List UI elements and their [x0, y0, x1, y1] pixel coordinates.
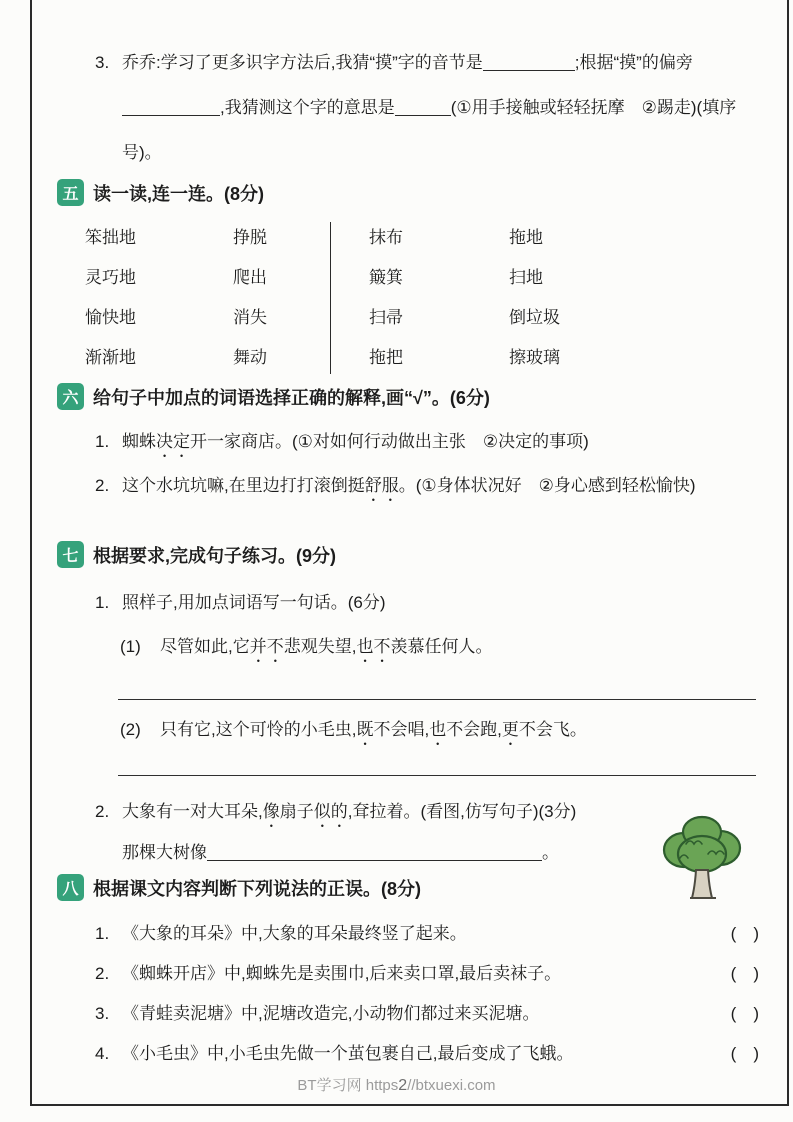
match-word: 簸箕 [369, 268, 403, 287]
match-word: 舞动 [233, 348, 267, 367]
match-word: 愉快地 [85, 308, 136, 327]
text-segment: 悲观失望, [283, 637, 357, 656]
match-column-adverbs [85, 218, 233, 378]
match-word: 倒垃圾 [509, 308, 560, 327]
section-6-item-2 [95, 468, 761, 505]
section-8-header [57, 874, 421, 901]
footer [0, 1074, 793, 1095]
section-5-badge: 五 [57, 179, 84, 206]
text-segment: 乔乔:学习了更多识字方法后,我猜“摸”字的音节是 [122, 53, 483, 72]
item-text: 《蜘蛛开店》中,蜘蛛先是卖围巾,后来卖口罩,最后卖袜子。 [122, 964, 562, 983]
fill-blank [207, 845, 542, 861]
item-number: 1. [95, 432, 110, 451]
stem-period: 。 [542, 843, 559, 862]
answer-bracket: ( ) [730, 1044, 759, 1063]
match-word: 渐渐地 [85, 348, 136, 367]
example-sentence-1 [120, 630, 760, 666]
section-8-badge: 八 [57, 874, 84, 901]
text-segment: 不会飞。 [518, 720, 587, 739]
item-number: 1. [95, 593, 110, 612]
emphasized-word: 像 [262, 802, 280, 821]
match-word: 笨拙地 [85, 228, 136, 247]
text-segment: ;根据“摸”的偏旁 [574, 53, 693, 72]
sentence-text [160, 630, 760, 666]
text-segment: 。(①身体状况好 ②身心感到轻松愉快) [398, 476, 696, 495]
item-number: 3. [95, 1004, 110, 1023]
answer-bracket: ( ) [730, 1004, 759, 1023]
item-number: 2. [95, 964, 110, 983]
footer-watermark-left: BT学习网 https [297, 1077, 399, 1094]
section-8-items [95, 919, 759, 1079]
true-false-item [95, 919, 759, 959]
true-false-item [95, 959, 759, 999]
item-text: 《大象的耳朵》中,大象的耳朵最终竖了起来。 [122, 924, 467, 943]
tree-image [656, 810, 748, 904]
text-segment: 开一家商店。(①对如何行动做出主张 ②决定的事项) [190, 432, 589, 451]
item-number: 1. [95, 924, 110, 943]
text-segment: 大象有一对大耳朵, [122, 802, 263, 821]
page-number: 2 [398, 1077, 408, 1094]
match-word: 抹布 [369, 228, 403, 247]
item-text: 《小毛虫》中,小毛虫先做一个茧包裹自己,最后变成了飞蛾。 [122, 1044, 574, 1063]
match-word: 拖地 [509, 228, 543, 247]
section-5-header [57, 179, 264, 206]
answer-line-1 [118, 699, 756, 700]
match-word: 灵巧地 [85, 268, 136, 287]
match-word: 擦玻璃 [509, 348, 560, 367]
match-word: 扫地 [509, 268, 543, 287]
text-segment: 这个水坑坑嘛,在里边打打滚倒挺 [122, 476, 365, 495]
match-word: 爬出 [233, 268, 267, 287]
text-segment: 尽管如此,它 [160, 637, 250, 656]
emphasized-word: 决定 [156, 432, 190, 451]
text-segment: (①用手接触或轻轻抚摩 ②踢走)(填序号)。 [122, 98, 737, 162]
section-7-item-1 [95, 588, 761, 618]
match-word: 扫帚 [369, 308, 403, 327]
footer-watermark-right: //btxuexi.com [407, 1077, 496, 1094]
item-number: 2. [95, 802, 110, 821]
question-text [122, 40, 761, 175]
section-7-title: 根据要求,完成句子练习。(9分) [93, 545, 336, 566]
sentence-stem [122, 838, 559, 868]
match-column-tools [369, 218, 509, 378]
text-segment: 蜘蛛 [122, 432, 156, 451]
stem-text: 那棵大树像 [122, 843, 207, 862]
text-segment: 不会跑, [446, 720, 502, 739]
emphasized-word: 并不 [249, 637, 284, 656]
item-number: 4. [95, 1044, 110, 1063]
item-text: 《青蛙卖泥塘》中,泥塘改造完,小动物们都过来买泥塘。 [122, 1004, 540, 1023]
fill-blank [122, 100, 220, 116]
section-5-title: 读一读,连一连。(8分) [93, 183, 264, 204]
sub-number: (1) [120, 637, 141, 656]
text-segment: 羡慕任何人。 [390, 637, 493, 656]
answer-line-2 [118, 775, 756, 776]
match-word: 拖把 [369, 348, 403, 367]
text-segment: ,我猜测这个字的意思是 [220, 98, 395, 117]
question-3 [95, 40, 761, 175]
section-7-badge: 七 [57, 541, 84, 568]
item-number: 2. [95, 476, 110, 495]
example-sentence-2 [120, 713, 760, 749]
answer-bracket: ( ) [730, 964, 759, 983]
item-text [122, 468, 761, 505]
true-false-item [95, 1039, 759, 1079]
item-text: 照样子,用加点词语写一句话。(6分) [122, 593, 386, 612]
section-6-header [57, 383, 490, 410]
fill-blank [395, 100, 451, 116]
matching-exercise [85, 218, 659, 378]
fill-blank [483, 55, 575, 71]
item-text [122, 797, 735, 831]
match-column-verbs [233, 218, 330, 378]
true-false-item [95, 999, 759, 1039]
column-divider [330, 222, 331, 374]
section-6-item-1 [95, 427, 761, 461]
match-column-actions [509, 218, 659, 378]
match-word: 消失 [233, 308, 267, 327]
answer-bracket: ( ) [730, 924, 759, 943]
sentence-text [160, 713, 760, 749]
sub-number: (2) [120, 720, 141, 739]
emphasized-word: 也不 [356, 637, 391, 656]
match-word: 挣脱 [233, 228, 267, 247]
section-8-title: 根据课文内容判断下列说法的正误。(8分) [93, 878, 421, 899]
text-segment: 扇子 [279, 802, 314, 821]
text-segment: 只有它,这个可怜的小毛虫, [160, 720, 357, 739]
emphasized-word: 更 [501, 720, 519, 739]
emphasized-word: 既 [356, 720, 374, 739]
emphasized-word: 舒服 [364, 476, 399, 495]
emphasized-word: 似的 [313, 802, 348, 821]
text-segment: ,耷拉着。(看图,仿写句子)(3分) [347, 802, 577, 821]
section-6-title: 给句子中加点的词语选择正确的解释,画“√”。(6分) [93, 387, 490, 408]
emphasized-word: 也 [429, 720, 447, 739]
section-7-header [57, 541, 336, 568]
item-text [122, 427, 761, 461]
question-number: 3. [95, 53, 110, 72]
section-7-item-2 [95, 797, 735, 831]
text-segment: 不会唱, [373, 720, 430, 739]
section-6-badge: 六 [57, 383, 84, 410]
tree-illustration [656, 810, 748, 909]
